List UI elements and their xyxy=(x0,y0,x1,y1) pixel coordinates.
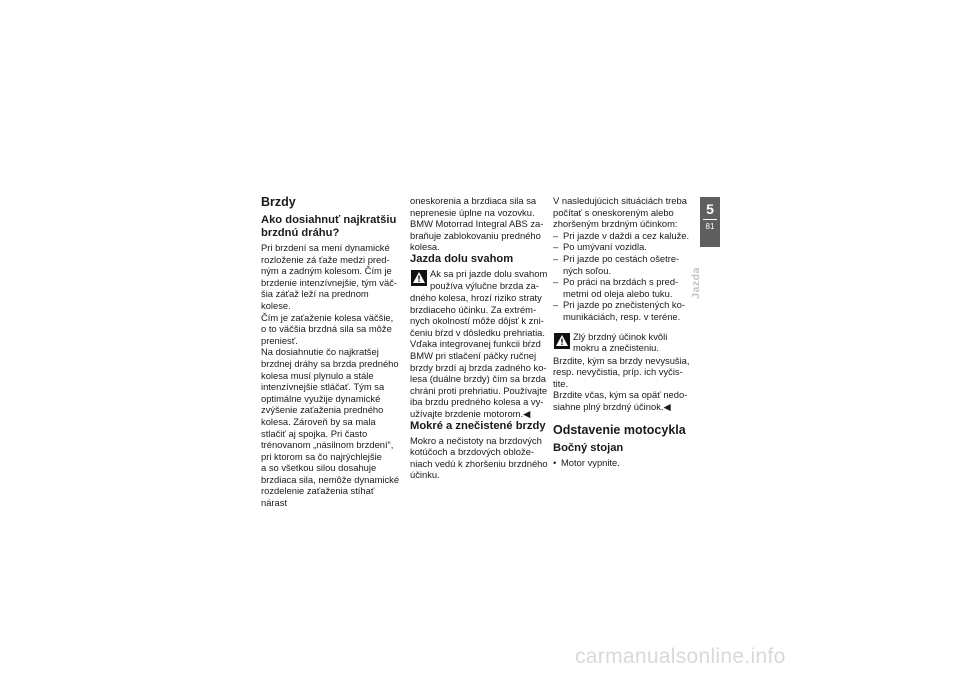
heading-shortest-braking: Ako dosiahnuť najkratšiu brzdnú dráhu? xyxy=(261,214,397,239)
column-3 xyxy=(553,195,693,468)
warning-icon xyxy=(554,333,570,349)
warning-block xyxy=(553,331,693,355)
condition-list xyxy=(553,230,693,323)
paragraph: Na dosiahnutie čo najkratšej brzdnej dráhy sa brzda predného kolesa musí plynulo a stále intenzívnejšie stláčať. Tým sa optimálne využije dynamické zvýšenie zaťaženia predného kolesa. Zároveň by sa mala stlačiť aj spojka. Pri často trénovanom „násilnom brzdení“, pri ktorom sa čo najrýchlejšie a so všetkou silou dosahuje brzdiaca sila, nemôže dynamické rozdelenie zaťaženia stíhať nárast xyxy=(261,346,400,509)
list-item: – Pri jazde po znečistených ko- munikáciách, resp. v teréne. xyxy=(553,299,693,322)
column-2 xyxy=(410,195,550,481)
warning-text: Zlý brzdný účinok kvôli mokru a znečisteniu. xyxy=(573,330,668,354)
watermark: carmanualsonline.info xyxy=(575,645,786,668)
heading-side-stand: Bočný stojan xyxy=(553,441,624,454)
chapter-side-label xyxy=(689,255,717,315)
paragraph: Mokro a nečistoty na brzdových kotúčoch a brzdových obložе- niach vedú k zhoršeniu brzdného účinku. xyxy=(410,434,548,481)
warning-block xyxy=(410,268,550,292)
page-number: 81 xyxy=(705,222,715,231)
chapter-name: Jazda xyxy=(689,267,702,299)
tab-divider xyxy=(703,219,717,220)
list-item: – Pri jazde v daždi a cez kaluže. xyxy=(553,230,693,242)
warning-text: Ak sa pri jazde dolu svahom používa výlučne brzda za- xyxy=(430,267,548,291)
chapter-tab xyxy=(700,197,720,247)
column-1 xyxy=(261,195,401,509)
bullet-item: • Motor vypnite. xyxy=(553,457,693,469)
paragraph: Pri brzdení sa mení dynamické rozloženie zá ťaže medzi pred- ným a zadným kolesom. Čím je brzdenie intenzívnejšie, tým väč- šia záťaž leží na prednom kolese. Čím je zaťaženie kolesa väčšie, o to väčšia brzdná sila sa môže preniesť. xyxy=(261,242,397,346)
paragraph: V nasledujúcich situáciách treba počítať s oneskoreným alebo zhoršeným brzdným účinkom: xyxy=(553,195,687,230)
list-item: – Pri jazde po cestách ošetre- ných soľou. xyxy=(553,253,693,276)
heading-downhill: Jazda dolu svahom xyxy=(410,252,514,265)
heading-wet-brakes: Mokré a znečistené brzdy xyxy=(410,419,546,432)
section-title-brakes: Brzdy xyxy=(261,195,296,209)
list-item: – Po práci na brzdách s pred- metmi od oleja alebo tuku. xyxy=(553,276,693,299)
paragraph: Brzdite, kým sa brzdy nevysušia, resp. nevyčistia, príp. ich vyčis- tite. Brzdite včas, kým sa opäť nedo- siahne plný brzdný účinok.◀ xyxy=(553,354,690,412)
paragraph: oneskorenia a brzdiaca sila sa neprenesie úplne na vozovku. BMW Motorrad Integral ABS za- braňuje zablokovaniu predného kolesa. xyxy=(410,195,544,253)
chapter-number: 5 xyxy=(706,201,714,217)
paragraph: dného kolesa, hrozí riziko straty brzdiaceho účinku. Za extrém- nych okolností môže dôjsť k zni- čeniu bŕzd v dôsledku prehriatia. Vďaka integrovanej funkcii bŕzd BMW pri stlačení páčky ručnej brzdy brzdí aj brzda zadného ko- lesa (duálne brzdy) čím sa brzda chráni proti prehriatiu. Používajte iba brzdu predného kolesa a vy- užívajte brzdenie motorom.◀ xyxy=(410,291,548,419)
list-item: – Po umývaní vozidla. xyxy=(553,241,693,253)
warning-icon xyxy=(411,270,427,286)
section-title-parking: Odstavenie motocykla xyxy=(553,422,686,437)
